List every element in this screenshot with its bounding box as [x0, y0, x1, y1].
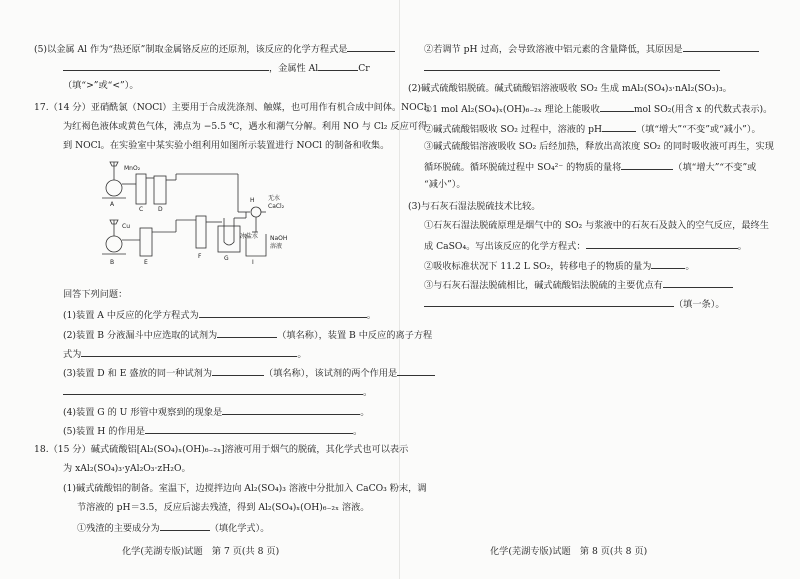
q17-2c: 式为 。 — [63, 346, 307, 362]
q18-2-3b: 循环脱硫。循环脱硫过程中 SO₄²⁻ 的物质的量将 （填“增大”“不变”或 — [424, 159, 756, 175]
q18-2-head: (2)碱式硫酸铝脱硫。碱式硫酸铝溶液吸收 SO₂ 生成 mAl₂(SO₄)₃·nAl₂(SO₃)₃。 — [408, 83, 732, 94]
label-i: I — [252, 259, 254, 266]
q16-5-line1: (5)以金属 Al 作为“热还原”制取金属铬反应的还原剂，该反应的化学方程式是 — [34, 41, 395, 57]
q18-2-2: ②碱式硫酸铝吸收 SO₂ 过程中，溶液的 pH （填“增大”“不变”或“减小”）。 — [424, 121, 761, 137]
q18-1-c: ①残渣的主要成分为 （填化学式）。 — [77, 520, 269, 536]
answer-prompt: 回答下列问题： — [63, 289, 128, 300]
q17-header-2: 为红褐色液体或黄色气体，沸点为 −5.5 ℃，遇水和潮气分解。利用 NO 与 Cl₂ 反应可得 — [63, 121, 428, 132]
label-ice-water: 冰盐水 — [240, 233, 259, 240]
q18-2-3a: ③碱式硫酸铝溶液吸收 SO₂ 后经加热，释放出高浓度 SO₂ 的同时吸收液可再生，实现 — [424, 141, 774, 152]
label-naoh-2: 溶液 — [270, 243, 283, 250]
q18-header-2: 为 xAl₂(SO₄)₃·yAl₂O₃·zH₂O。 — [63, 463, 191, 474]
q17-3c: 。 — [63, 384, 372, 400]
q17-5: (5)装置 H 的作用是 。 — [63, 423, 362, 439]
label-mno2: MnO₂ — [124, 165, 141, 172]
q18-1-a: (1)碱式硫酸铝的制备。室温下，边搅拌边向 Al₂(SO₄)₃ 溶液中分批加入 CaCO₃ 粉末，调 — [63, 483, 427, 494]
label-g: G — [224, 255, 229, 262]
q17-header-1: 17.（14 分）亚硝酰氯（NOCl）主要用于合成洗涤剂、触媒，也可用作有机合成中间体。NOCl — [34, 102, 427, 113]
label-b: B — [110, 259, 115, 266]
right-footer: 化学(芜湖专版)试题 第 8 页(共 8 页) — [490, 546, 648, 557]
label-c: C — [139, 206, 144, 213]
right-page — [402, 0, 800, 579]
label-a: A — [110, 201, 115, 208]
label-d: D — [158, 206, 163, 213]
apparatus-svg — [100, 156, 310, 276]
q17-2a: (2)装置 B 分液漏斗中应选取的试剂为 （填名称），装置 B 中反应的离子方程 — [63, 327, 432, 343]
left-footer: 化学(芜湖专版)试题 第 7 页(共 8 页) — [122, 546, 280, 557]
q16-5-line3: （填“>”或“<”）。 — [63, 80, 139, 91]
label-f: F — [198, 253, 202, 260]
label-drying-agent-2: CaCl₂ — [268, 203, 285, 210]
q18-3-2: ②吸收标准状况下 11.2 L SO₂，转移电子的物质的量为 。 — [424, 258, 695, 274]
q18-1-b: 节溶液的 pH＝3.5，反应后滤去残渣，得到 Al₂(SO₄)ₓ(OH)₆₋₂ₓ 溶液。 — [77, 502, 370, 513]
label-h: H — [250, 197, 255, 204]
q18-header-1: 18.（15 分）碱式硫酸铝[Al₂(SO₄)ₓ(OH)₆₋₂ₓ]溶液可用于烟气的脱硫，其化学式也可以表示 — [34, 444, 409, 455]
q18-2-1: ①1 mol Al₂(SO₄)ₓ(OH)₆₋₂ₓ 理论上能吸收 mol SO₂(用含 x 的代数式表示)。 — [424, 101, 772, 117]
q18-3-3-blank: （填一条）。 — [424, 296, 725, 312]
apparatus-diagram — [100, 156, 310, 276]
q17-3a: (3)装置 D 和 E 盛放的同一种试剂为 （填名称），该试剂的两个作用是 — [63, 365, 435, 381]
q18-1-d-blank — [424, 60, 720, 76]
q16-5-line2: ，金属性 Al Cr — [63, 60, 370, 76]
q17-header-3: 到 NOCl。在实验室中某实验小组利用如图所示装置进行 NOCl 的制备和收集。 — [63, 140, 390, 151]
q18-3-1a: ①石灰石湿法脱硫原理是烟气中的 SO₂ 与浆液中的石灰石及鼓入的空气反应，最终生 — [424, 220, 769, 231]
q17-1: (1)装置 A 中反应的化学方程式为 。 — [63, 307, 376, 323]
label-e: E — [144, 259, 148, 266]
label-cu: Cu — [122, 223, 130, 230]
label-naoh-1: NaOH — [270, 235, 288, 242]
q18-2-3d: “减小”）。 — [424, 179, 466, 190]
q18-3-3: ③与石灰石湿法脱硫相比，碱式硫酸铝法脱硫的主要优点有 — [424, 277, 733, 293]
q18-3-head: (3)与石灰石湿法脱硫技术比较。 — [408, 201, 541, 212]
q18-1-d: ②若调节 pH 过高，会导致溶液中铝元素的含量降低，其原因是 — [424, 41, 759, 57]
label-drying-agent-1: 无水 — [268, 195, 281, 202]
q17-4: (4)装置 G 的 U 形管中观察到的现象是 。 — [63, 404, 369, 420]
q18-3-1b: 成 CaSO₄。写出该反应的化学方程式： 。 — [424, 238, 747, 254]
